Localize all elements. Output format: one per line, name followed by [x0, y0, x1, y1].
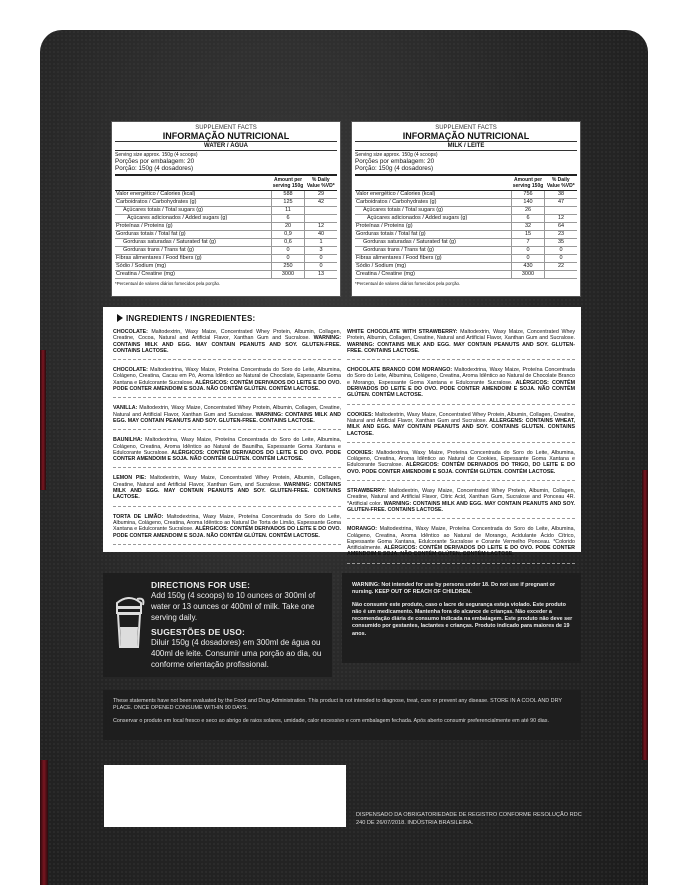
- directions-box: [103, 573, 332, 677]
- facts-title: INFORMAÇÃO NUTRICIONAL: [402, 131, 530, 141]
- nutrition-row: [355, 215, 577, 223]
- nutrient-label: Fibras alimentares / Food fibers (g): [355, 255, 512, 263]
- nutrient-label: Açúcares totais / Total sugars (g): [355, 207, 512, 215]
- nutrient-amount: 26: [512, 207, 545, 215]
- nutrition-row: [355, 247, 577, 255]
- nutrient-label: Gorduras totais / Total fat (g): [115, 231, 272, 239]
- nutrient-amount: 6: [512, 215, 545, 223]
- nutrient-label: Proteínas / Proteins (g): [355, 223, 512, 231]
- facts-subtitle: WATER / ÁGUA: [115, 141, 337, 151]
- nutrition-row: [115, 191, 337, 199]
- directions-text-en: Add 150g (4 scoops) to 10 ounces or 300ml of water or 13 ounces or 400ml of milk. Take one serving daily.: [151, 591, 316, 622]
- ingredient-list: Maltodextrina, Waxy Maize, Proteína Concentrada do Soro do Leite, Albumina, Colágeno, Creatina, Aroma Idêntico ao Natural de Cookies, Espessante Goma Xantana e Edulcorante Sucralose.: [347, 449, 575, 469]
- facts-footnote: *Percentual de valores diários fornecidos pela porção.: [115, 281, 221, 286]
- storage-text-pt: Conservar o produto em local fresco e seco ao abrigo de raios solares, umidade, calor excessivo e com embalagem fechada. Após aberto consumir preferencialmente em até 90 dias.: [113, 718, 549, 724]
- flavor-name: BAUNILHA:: [113, 437, 143, 444]
- nutrition-table: [355, 174, 577, 279]
- nutrition-row: [115, 247, 337, 255]
- nutrient-label: Creatina / Creatine (mg): [115, 271, 272, 279]
- nutrient-amount: 430: [512, 263, 545, 271]
- nutrient-dv: [305, 215, 338, 223]
- dv-header: % Daily Value %VD*: [545, 175, 578, 191]
- nutrition-row: [355, 271, 577, 279]
- nutrient-amount: 7: [512, 239, 545, 247]
- nutrient-dv: 22: [545, 263, 578, 271]
- nutrient-dv: 23: [545, 231, 578, 239]
- portions-per-pack: Porções por embalagem: 20: [355, 158, 435, 165]
- nutrient-amount: 20: [272, 223, 305, 231]
- nutrient-label: Sódio / Sodium (mg): [115, 263, 272, 271]
- ingredient-block: [113, 405, 341, 430]
- ingredient-list: Maltodextrina, Waxy Maize, Proteína Concentrada do Soro do Leite, Albumina, Colágeno, Creatina, Aroma Idêntico ao Natural De Torta de Limão, Espessante Goma Xantana e Edulcorante Sucralose.: [113, 513, 342, 533]
- amount-header: Amount per serving 150g: [272, 177, 304, 189]
- portions-per-pack: Porções por embalagem: 20: [115, 158, 195, 165]
- supplement-facts-label: SUPPLEMENT FACTS: [435, 125, 497, 131]
- flavor-name: TORTA DE LIMÃO:: [113, 513, 164, 520]
- red-side-accent-right: [642, 470, 648, 760]
- ingredients-panel: [103, 307, 581, 558]
- nutrient-amount: 0,9: [272, 231, 305, 239]
- red-side-accent-left: [40, 350, 46, 490]
- ingredient-block: [347, 488, 575, 519]
- dv-header: % Daily Value %VD*: [305, 175, 338, 191]
- nutrient-dv: 12: [305, 223, 338, 231]
- nutrient-amount: 32: [512, 223, 545, 231]
- ingredients-right-column: [347, 329, 575, 571]
- ingredient-block: [113, 475, 341, 506]
- ingredient-list: Maltodextrin, Waxy Maize, Concentrated Whey Protein, Albumin, Collagen, Creatine, Natural and Artificial Flavor, Xanthan Gum and Sucralose.: [113, 405, 341, 418]
- nutrient-amount: 0,6: [272, 239, 305, 247]
- blank-label-area: [104, 765, 346, 827]
- warning-en: WARNING: Not intended for use by persons under 18. Do not use if pregnant or nursing. KEEP OUT OF REACH OF CHILDREN.: [352, 582, 556, 596]
- fda-disclaimer-box: [103, 690, 581, 740]
- ingredient-block: [113, 514, 341, 545]
- ingredient-list: Maltodextrina, Waxy Maize, Proteína Concentrada do Soro do Leite, Albumina, Colágeno, Creatina, Aroma Idêntico ao Natural de Chocolate Branco e Morango, Espessante Goma Xantana e Edulcorante Sucralose.: [347, 367, 575, 386]
- portion-size: Porção: 150g (4 dosadores): [115, 165, 194, 172]
- red-bottom-accent: [40, 760, 48, 885]
- flavor-name: STRAWBERRY:: [347, 488, 386, 495]
- flavor-name: WHITE CHOCOLATE WITH STRAWBERRY:: [347, 329, 458, 335]
- nutrient-label: Gorduras totais / Total fat (g): [355, 231, 512, 239]
- nutrition-row: [355, 263, 577, 271]
- nutrient-label: Sódio / Sodium (mg): [355, 263, 512, 271]
- nutrient-dv: 40: [305, 231, 338, 239]
- allergen-warning: ALÉRGICOS: CONTÉM DERIVADOS DO TRIGO, DO LEITE E DO OVO. PODE CONTER AMENDOIM E SOJA. CONTÉM GLÚTEN. CONTÉM LACTOSE.: [347, 462, 575, 475]
- nutrient-dv: 13: [305, 271, 338, 279]
- nutrient-amount: 0: [512, 247, 545, 255]
- nutrition-row: [115, 255, 337, 263]
- nutrition-table: [115, 174, 337, 279]
- allergen-warning: WARNING: CONTAINS MILK AND EGG. MAY CONTAIN PEANUTS AND SOY. GLUTEN-FREE. CONTAINS LACTOSE.: [113, 411, 341, 424]
- nutrition-row: [115, 207, 337, 215]
- ingredients-left-column: [113, 329, 341, 552]
- ingredient-block: [347, 450, 575, 481]
- nutrient-amount: 3000: [272, 271, 305, 279]
- nutrition-facts-milk: [351, 121, 581, 297]
- portion-size: Porção: 150g (4 dosadores): [355, 165, 434, 172]
- ingredient-block: [347, 367, 575, 404]
- ingredients-title: [117, 314, 255, 323]
- nutrient-dv: 64: [545, 223, 578, 231]
- facts-title: INFORMAÇÃO NUTRICIONAL: [162, 131, 290, 141]
- nutrition-row: [115, 215, 337, 223]
- nutrient-dv: 42: [305, 199, 338, 207]
- ingredient-list: Maltodextrina, Waxy Maize, Proteína Concentrada do Soro do Leite, Albumina, Colágeno, Creatina, Aroma Idêntico ao Natural de Baunilha, Espessante Goma Xantana e Edulcorante Sucralose.: [113, 437, 341, 456]
- nutrient-dv: 0: [545, 247, 578, 255]
- nutrient-dv: 29: [305, 191, 338, 199]
- allergen-warning: WARNING: CONTAINS MILK AND EGG. MAY CONTAIN PEANUTS AND SOY. GLUTEN-FREE. CONTAINS LACTOSE.: [347, 500, 575, 513]
- nutrient-amount: 0: [272, 255, 305, 263]
- flavor-name: LEMON PIE:: [113, 475, 147, 482]
- flavor-name: VANILLA:: [113, 405, 138, 412]
- nutrient-label: Valor energético / Calories (kcal): [355, 191, 512, 199]
- directions-title-pt: SUGESTÕES DE USO:: [151, 627, 246, 637]
- nutrition-row: [115, 271, 337, 279]
- facts-header: [112, 122, 340, 140]
- nutrition-row: [355, 207, 577, 215]
- allergen-warning: WARNING: CONTAINS MILK AND EGG. MAY CONTAIN PEANUTS AND SOY. GLUTEN-FREE. CONTAINS LACTOSE.: [347, 341, 575, 354]
- nutrient-dv: [545, 271, 578, 279]
- nutrient-label: Açúcares adicionados / Added sugars (g): [115, 215, 272, 223]
- warning-box: [342, 573, 581, 663]
- allergen-warning: ALLERGENS: CONTAINS WHEAT, MILK AND EGG. MAY CONTAIN PEANUTS AND SOY. CONTAINS GLUTEN. CONTAINS LACTOSE.: [347, 417, 575, 437]
- facts-header: [352, 122, 580, 140]
- nutrient-label: Gorduras trans / Trans fat (g): [355, 247, 512, 255]
- ingredient-block: [347, 526, 575, 563]
- nutrient-amount: 6: [272, 215, 305, 223]
- nutrient-label: Açúcares adicionados / Added sugars (g): [355, 215, 512, 223]
- nutrient-dv: [305, 207, 338, 215]
- nutrition-row: [355, 191, 577, 199]
- nutrition-row: [355, 231, 577, 239]
- nutrition-row: [355, 199, 577, 207]
- ingredient-block: [113, 437, 341, 468]
- flavor-name: CHOCOLATE:: [113, 367, 148, 374]
- serving-size-line: Serving size approx. 150g (4 scoops): [115, 152, 198, 158]
- facts-footnote: *Percentual de valores diários fornecidos pela porção.: [355, 281, 461, 286]
- nutrient-amount: 11: [272, 207, 305, 215]
- nutrition-row: [115, 263, 337, 271]
- nutrient-label: Proteínas / Proteins (g): [115, 223, 272, 231]
- nutrition-facts-water: [111, 121, 341, 297]
- directions-title-en: DIRECTIONS FOR USE:: [151, 580, 251, 590]
- nutrient-label: Carboidratos / Carbohydrates (g): [355, 199, 512, 207]
- dispensation-text: DISPENSADO DA OBRIGATORIEDADE DE REGISTRO CONFORME RESOLUÇÃO RDC 240 DE 26/07/2018. INDÚSTRIA BRASILEIRA.: [356, 812, 582, 826]
- nutrient-label: Valor energético / Calories (kcal): [115, 191, 272, 199]
- flavor-name: MORANGO:: [347, 526, 378, 533]
- nutrient-amount: 756: [512, 191, 545, 199]
- nutrient-dv: 12: [545, 215, 578, 223]
- nutrient-amount: 15: [512, 231, 545, 239]
- ingredient-block: [347, 329, 575, 360]
- allergen-warning: ALÉRGICOS: CONTÉM DERIVADOS DO LEITE E DO OVO. PODE CONTER AMENDOIM E SOJA. NÃO CONTÉM GLÚTEN. CONTÉM LACTOSE.: [347, 545, 575, 558]
- allergen-warning: WARNING: CONTAINS MILK AND EGG. MAY CONTAIN PEANUTS AND SOY. GLUTEN-FREE. CONTAINS LACTOSE.: [113, 481, 342, 501]
- ingredient-block: [347, 412, 575, 443]
- nutrition-row: [355, 239, 577, 247]
- allergen-warning: ALÉRGICOS: CONTÉM DERIVADOS DO LEITE E DO OVO. PODE CONTER AMENDOIM E SOJA. NÃO CONTÉM GLÚTEN. CONTÉM LACTOSE.: [113, 379, 341, 393]
- nutrient-amount: 3000: [512, 271, 545, 279]
- nutrient-label: Açúcares totais / Total sugars (g): [115, 207, 272, 215]
- nutrition-row: [115, 239, 337, 247]
- allergen-warning: ALÉRGICOS: CONTÉM DERIVADOS DO LEITE E DO OVO. PODE CONTER AMENDOIM E SOJA. NÃO CONTÉM GLÚTEN. CONTÉM LACTOSE.: [113, 449, 342, 463]
- flavor-name: CHOCOLATE:: [113, 329, 148, 335]
- nutrient-dv: [545, 207, 578, 215]
- nutrient-label: Carboidratos / Carbohydrates (g): [115, 199, 272, 207]
- flavor-name: COOKIES:: [347, 411, 374, 418]
- nutrition-row: [355, 255, 577, 263]
- ingredient-list: Maltodextrin, Waxy Maize, Concentrated Whey Protein, Albumin, Collagen, Creatine, Natural and Artificial Flavor, Xanthan Gum and Sucralose.: [347, 411, 575, 424]
- nutrient-amount: 0: [512, 255, 545, 263]
- nutrient-dv: 0: [305, 255, 338, 263]
- nutrient-dv: 38: [545, 191, 578, 199]
- shaker-bottle-icon: [111, 591, 147, 651]
- nutrient-dv: 0: [305, 263, 338, 271]
- nutrient-dv: 1: [305, 239, 338, 247]
- ingredient-block: [113, 329, 341, 360]
- directions-text-pt: Diluir 150g (4 dosadores) em 300ml de água ou 400ml de leite. Consumir uma porção ao dia, ou conforme orientação profissional.: [151, 638, 322, 669]
- nutrient-amount: 588: [272, 191, 305, 199]
- nutrient-amount: 125: [272, 199, 305, 207]
- ingredient-list: Maltodextrina, Waxy Maize, Proteína Concentrada do Soro do Leite, Albumina, Colágeno, Creatina, Cacau em Pó, Aroma Idêntico ao Natural de Chocolate, Espessante Goma Xantana e Edulcorante Sucralose.: [113, 367, 341, 386]
- nutrition-row: [355, 223, 577, 231]
- nutrient-amount: 140: [512, 199, 545, 207]
- amount-header: Amount per serving 150g: [512, 177, 544, 189]
- allergen-warning: ALÉRGICOS: CONTÉM DERIVADOS DO LEITE E DO OVO. PODE CONTER AMENDOIM E SOJA. NÃO CONTÉM GLÚTEN. CONTÉM LACTOSE.: [113, 526, 341, 539]
- ingredient-list: Maltodextrin, Waxy Maize, Concentrated Whey Protein, Albumin, Collagen, Creatine, Natural and Artificial Flavor, Xanthan Gum and Sucralose.: [347, 329, 575, 342]
- nutrient-label: Gorduras saturadas / Saturated fat (g): [355, 239, 512, 247]
- nutrient-label: Gorduras trans / Trans fat (g): [115, 247, 272, 255]
- nutrient-label: Fibras alimentares / Food fibers (g): [115, 255, 272, 263]
- ingredient-list: Maltodextrin, Waxy Maize, Concentrated Whey Protein, Albumin, Collagen, Creatine, Natural and Artificial Flavor, Citric Acid, Xanthan Gum, Sucralose and Ponceau 4R. *Artificial color.: [347, 488, 575, 507]
- nutrient-dv: 0: [545, 255, 578, 263]
- ingredient-block: [113, 367, 341, 398]
- supplement-facts-label: SUPPLEMENT FACTS: [195, 125, 257, 131]
- nutrient-label: Creatina / Creatine (mg): [355, 271, 512, 279]
- nutrition-row: [115, 231, 337, 239]
- nutrient-amount: 0: [272, 247, 305, 255]
- warning-pt: Não consumir este produto, caso o lacre de segurança esteja violado. Este produto não é um medicamento. Mantenha fora do alcance de crianças. Não exceder a recomendação diária de consumo indicada na embalagem. Este produto não deve ser consumido por gestantes, lactantes e crianças. Produto indicado para maiores de 19 anos.: [352, 601, 573, 637]
- allergen-warning: WARNING: CONTAINS MILK AND EGG. MAY CONTAIN PEANUTS AND SOY. GLUTEN-FREE. CONTAINS LACTOSE.: [113, 335, 341, 354]
- nutrient-dv: 47: [545, 199, 578, 207]
- flavor-name: COOKIES:: [347, 449, 374, 456]
- nutrient-amount: 250: [272, 263, 305, 271]
- flavor-name: CHOCOLATE BRANCO COM MORANGO:: [347, 367, 453, 374]
- nutrient-dv: 35: [545, 239, 578, 247]
- fda-text-en: These statements have not been evaluated by the Food and Drug Administration. This product is not intended to diagnose, treat, cure or prevent any disease. STORE IN A COOL AND DRY PLACE. ONCE OPENED CONSUME WITHIN 90 DAYS.: [113, 698, 562, 711]
- nutrient-dv: 3: [305, 247, 338, 255]
- facts-subtitle: MILK / LEITE: [355, 141, 577, 151]
- serving-size-line: Serving size approx. 150g (4 scoops): [355, 152, 438, 158]
- triangle-bullet-icon: [117, 314, 123, 322]
- nutrition-row: [115, 223, 337, 231]
- nutrition-row: [115, 199, 337, 207]
- ingredient-list: Maltodextrin, Waxy Maize, Concentrated Whey Protein, Albumin, Collagen, Creatine, Cocoa, Natural and Artificial Flavor, Xanthan Gum and Sucralose.: [113, 329, 341, 342]
- ingredient-list: Maltodextrin, Waxy Maize, Concentrated Whey Protein, Albumin, Collagen, Creatine, Natural and Artificial Flavor, Xanthan Gum, and Sucralose.: [113, 475, 341, 488]
- ingredients-title-text: INGREDIENTS / INGREDIENTES:: [126, 314, 256, 323]
- allergen-warning: ALÉRGICOS: CONTÉM DERIVADOS DO LEITE E DO OVO. PODE CONTER AMENDOIM E SOJA. NÃO CONTÉM GLÚTEN. CONTÉM LACTOSE.: [347, 379, 575, 399]
- ingredient-list: Maltodextrina, Waxy Maize, Proteína Concentrada do Soro do Leite, Albumina, Colágeno, Creatina, Aroma Idêntico ao Natural de Morango, Acidulante Ácido Cítrico, Espessante Goma Xantana, Edulcorante Sucralose e Corante Vermelho Ponceau. *Colorido Artificialmente.: [347, 526, 575, 552]
- nutrient-label: Gorduras saturadas / Saturated fat (g): [115, 239, 272, 247]
